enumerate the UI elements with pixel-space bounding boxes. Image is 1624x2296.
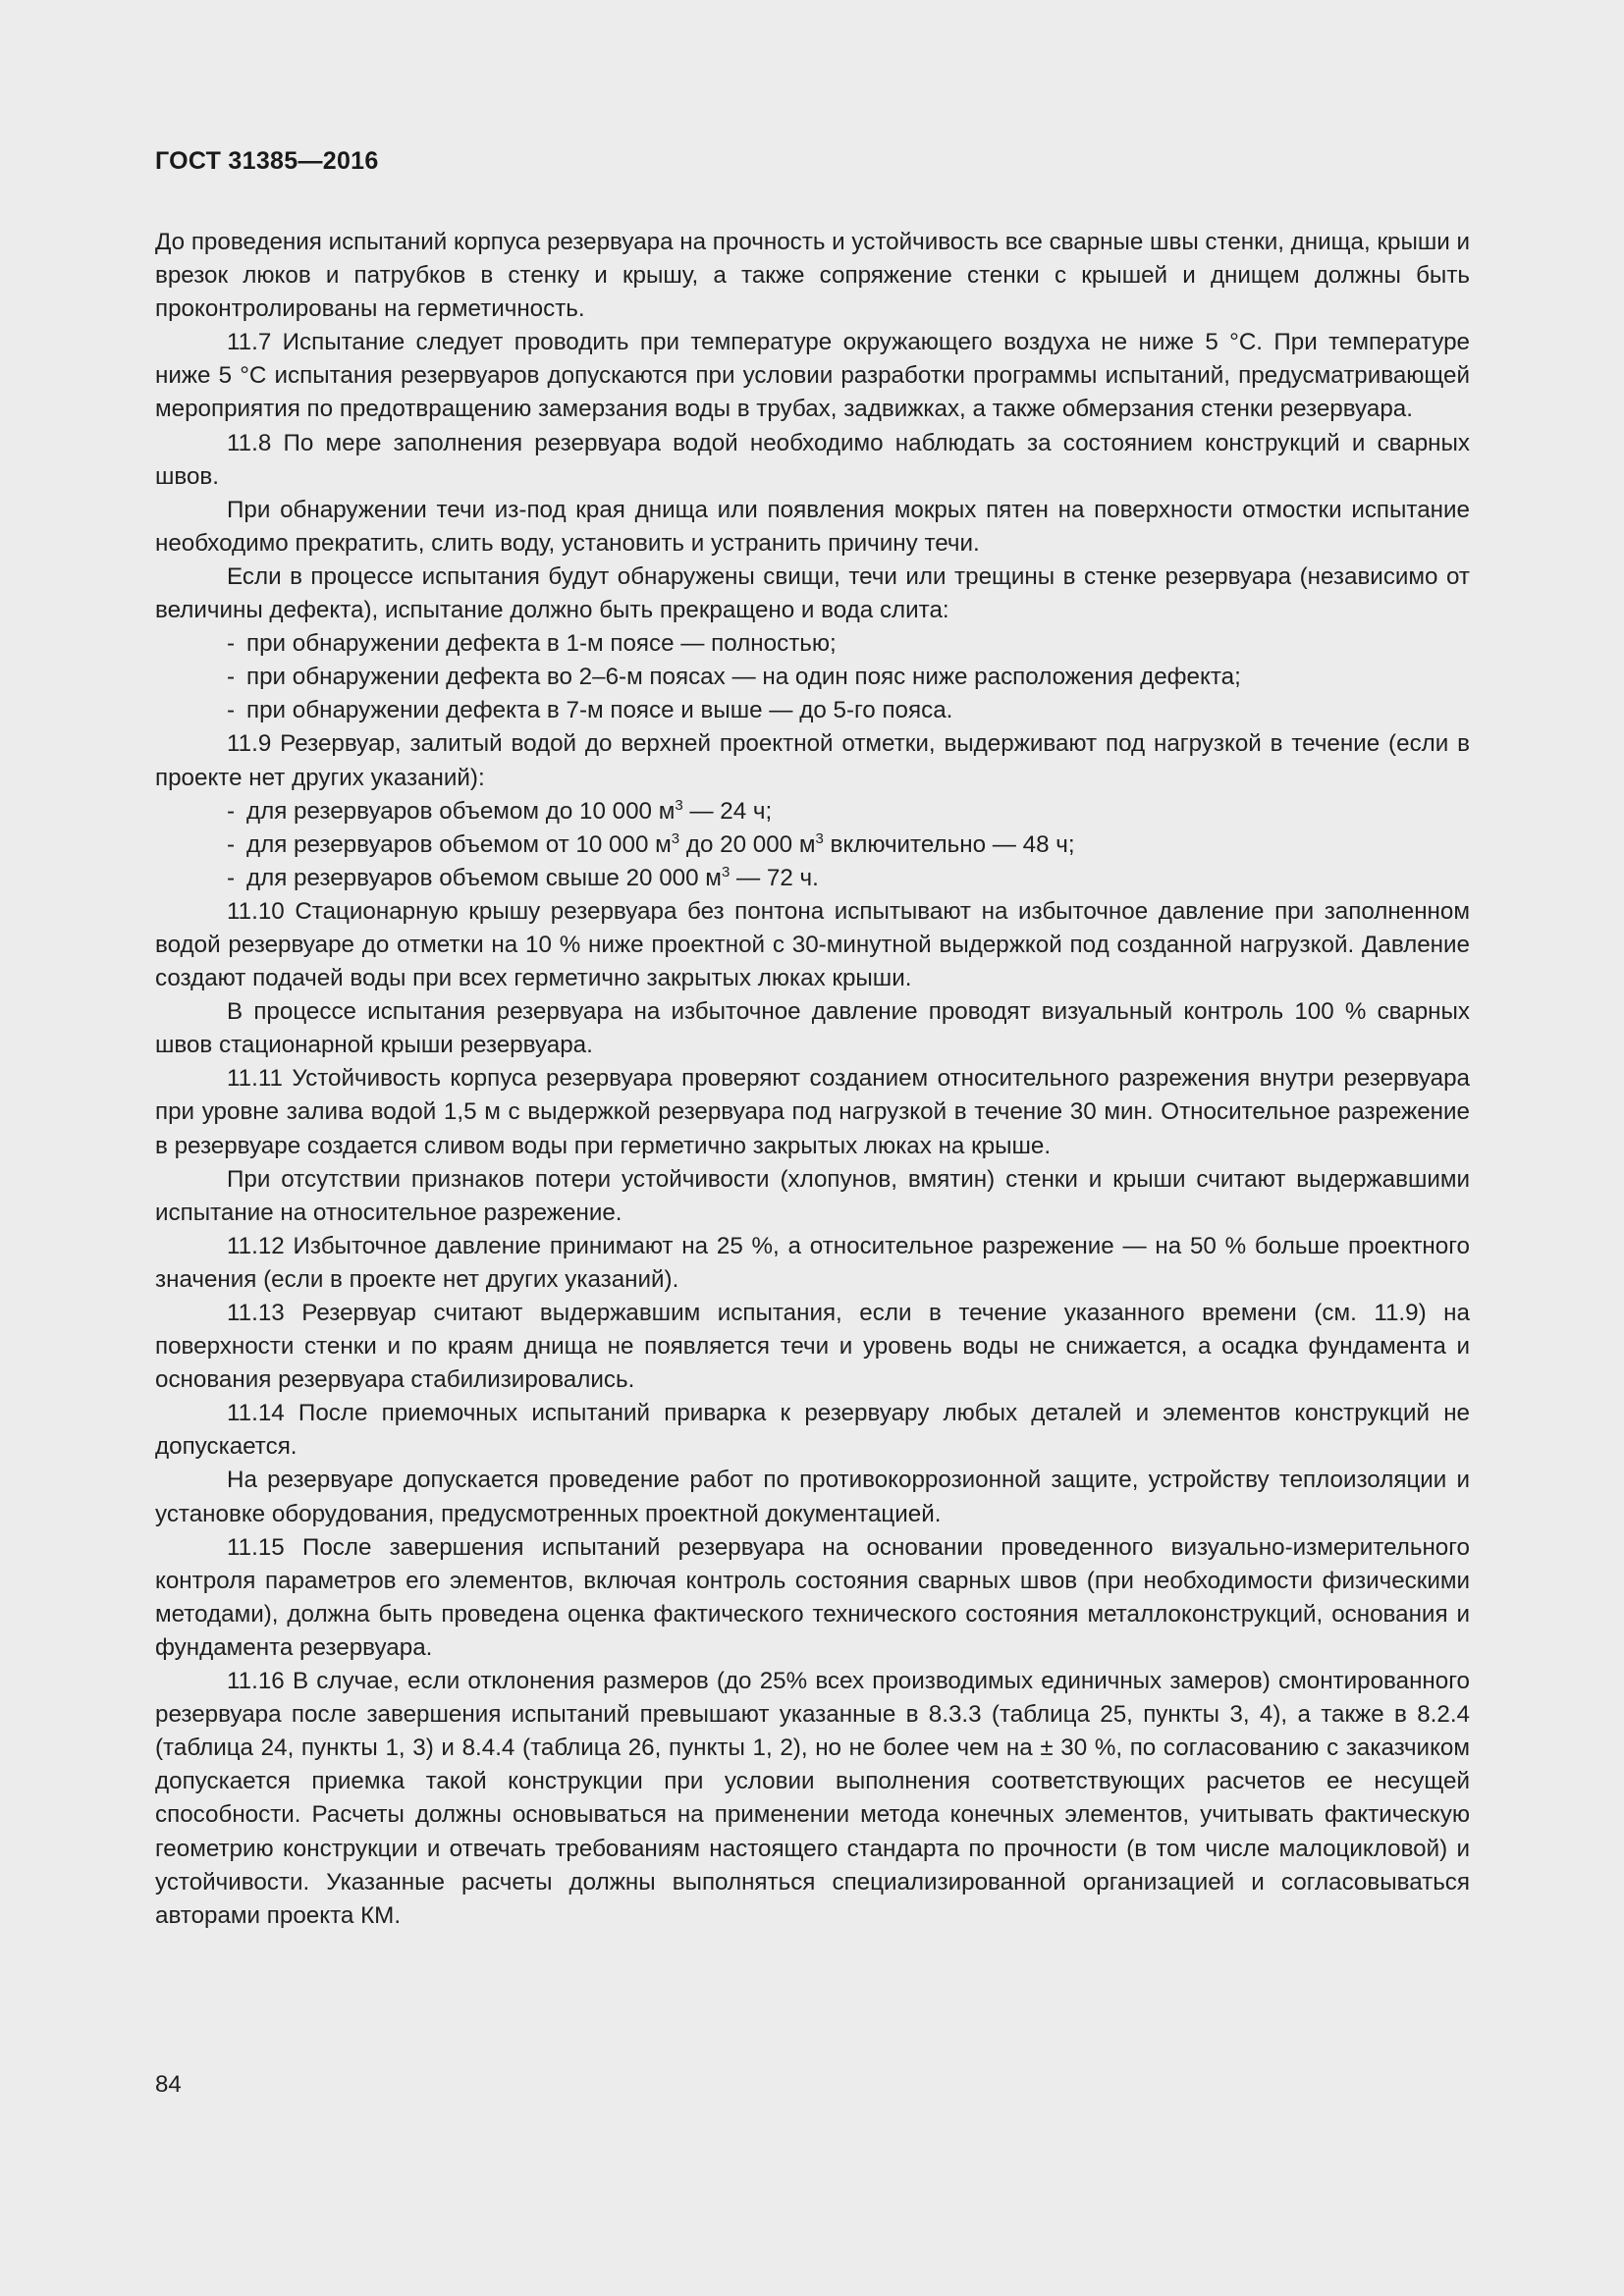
paragraph-11-13: 11.13 Резервуар считают выдержавшим испытания, если в течение указанного времени (см. 11.9) на поверхности стенки и по краям днища не появляется течи и уровень воды не снижается, а осадка фундамента и основания резервуара стабилизировались. bbox=[155, 1300, 1470, 1394]
defect-list bbox=[155, 627, 1470, 727]
paragraph-11-10: 11.10 Стационарную крышу резервуара без понтона испытывают на избыточное давление при заполненном водой резервуаре до отметки на 10 % ниже проектной с 30-минутной выдержкой под созданной нагрузкой. Давление создают подачей воды при всех герметично закрытых люках крыши. bbox=[155, 897, 1470, 992]
paragraph: Если в процессе испытания будут обнаружены свищи, течи или трещины в стенке резервуара (независимо от величины дефекта), испытание должно быть прекращено и вода слита: bbox=[155, 562, 1470, 624]
list-item: - для резервуаров объемом свыше 20 000 $м^3$ — 72 ч. bbox=[155, 862, 1470, 895]
document-body bbox=[155, 226, 1470, 1933]
paragraph: При обнаружении течи из-под края днища или появления мокрых пятен на поверхности отмостки испытание необходимо прекратить, слить воду, установить и устранить причину течи. bbox=[155, 496, 1470, 557]
list-item: - при обнаружении дефекта в 1-м поясе — полностью; bbox=[155, 627, 1470, 661]
paragraph-11-9: 11.9 Резервуар, залитый водой до верхней проектной отметки, выдерживают под нагрузкой в течение (если в проекте нет других указаний): bbox=[155, 730, 1470, 791]
list-dash: - bbox=[227, 830, 236, 858]
paragraph: При отсутствии признаков потери устойчивости (хлопунов, вмятин) стенки и крыши считают выдержавшими испытание на относительное разрежение. bbox=[155, 1165, 1470, 1226]
holding-time-list bbox=[155, 795, 1470, 895]
paragraph-11-11: 11.11 Устойчивость корпуса резервуара проверяют созданием относительного разрежения внутри резервуара при уровне залива водой 1,5 м с выдержкой резервуара под нагрузкой в течение 30 мин. Относительное разрежение в резервуаре создается сливом воды при герметично закрытых люках на крыше. bbox=[155, 1065, 1470, 1159]
list-item: - для резервуаров объемом от 10 000 $м^3$ до 20 000 $м^3$ включительно — 48 ч; bbox=[155, 828, 1470, 862]
paragraph: До проведения испытаний корпуса резервуара на прочность и устойчивость все сварные швы стенки, днища, крыши и врезок люков и патрубков в стенку и крышу, а также сопряжение стенки с крышей и днищем должны быть проконтролированы на герметичность. bbox=[155, 229, 1471, 323]
list-dash: - bbox=[227, 797, 236, 825]
paragraph-11-7: 11.7 Испытание следует проводить при температуре окружающего воздуха не ниже 5 °С. При температуре ниже 5 °С испытания резервуаров допускаются при условии разработки программы испытаний, предусматривающей мероприятия по предотвращению замерзания воды в трубах, задвижках, а также обмерзания стенки резервуара. bbox=[155, 329, 1470, 423]
list-dash: - bbox=[227, 697, 236, 724]
paragraph: На резервуаре допускается проведение работ по противокоррозионной защите, устройству теплоизоляции и установке оборудования, предусмотренных проектной документацией. bbox=[155, 1467, 1470, 1527]
paragraph: В процессе испытания резервуара на избыточное давление проводят визуальный контроль 100 % сварных швов стационарной крыши резервуара. bbox=[155, 998, 1470, 1059]
list-dash: - bbox=[227, 630, 236, 658]
list-item: - при обнаружении дефекта в 7-м поясе и выше — до 5-го пояса. bbox=[155, 694, 1470, 727]
page-number: 84 bbox=[155, 2071, 182, 2098]
list-item: - для резервуаров объемом до 10 000 $м^3$ — 24 ч; bbox=[155, 795, 1470, 828]
paragraph-11-14: 11.14 После приемочных испытаний приварка к резервуару любых деталей и элементов конструкций не допускается. bbox=[155, 1400, 1470, 1461]
paragraph-11-8: 11.8 По мере заполнения резервуара водой необходимо наблюдать за состоянием конструкций и сварных швов. bbox=[155, 429, 1470, 490]
document-code-header: ГОСТ 31385—2016 bbox=[155, 147, 379, 175]
list-dash: - bbox=[227, 864, 236, 891]
paragraph-11-12: 11.12 Избыточное давление принимают на 25 %, а относительное разрежение — на 50 % больше проектного значения (если в проекте нет других указаний). bbox=[155, 1232, 1470, 1293]
paragraph-11-16: 11.16 В случае, если отклонения размеров (до 25% всех производимых единичных замеров) смонтированного резервуара после завершения испытаний превышают указанные в 8.3.3 (таблица 25, пункты 3, 4), а также в 8.2.4 (таблица 24, пункты 1, 3) и 8.4.4 (таблица 26, пункты 1, 2), но не более чем на ± 30 %, по согласованию с заказчиком допускается приемка такой конструкции при условии выполнения соответствующих расчетов ее несущей способности. Расчеты должны основываться на применении метода конечных элементов, учитывать фактическую геометрию конструкции и отвечать требованиям настоящего стандарта по прочности (в том числе малоцикловой) и устойчивости. Указанные расчеты должны выполняться специализированной организацией и согласовываться авторами проекта КМ. bbox=[155, 1668, 1470, 1929]
list-item: - при обнаружении дефекта во 2–6-м поясах — на один пояс ниже расположения дефекта; bbox=[155, 661, 1470, 694]
list-dash: - bbox=[227, 664, 236, 691]
paragraph-11-15: 11.15 После завершения испытаний резервуара на основании проведенного визуально-измерительного контроля параметров его элементов, включая контроль состояния сварных швов (при необходимости физическими методами), должна быть проведена оценка фактического технического состояния металлоконструкций, основания и фундамента резервуара. bbox=[155, 1533, 1470, 1661]
